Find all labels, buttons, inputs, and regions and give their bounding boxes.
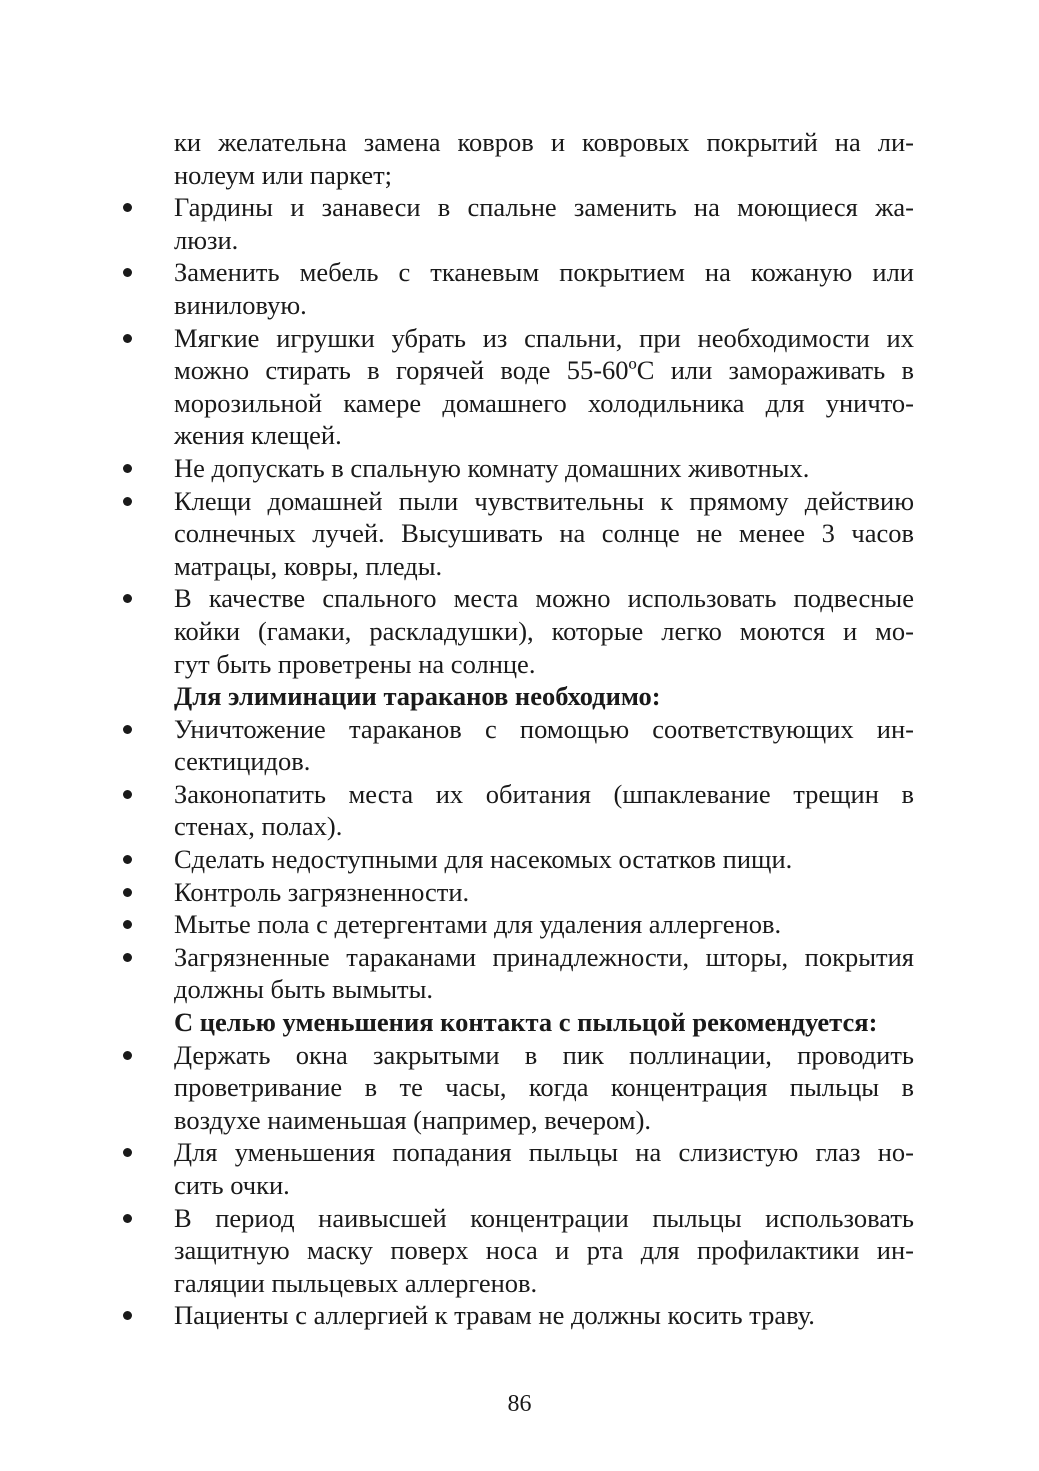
list-item (118, 1299, 914, 1332)
text-line: койки (гамаки, раскладушки), которые легко моются и мо- (174, 615, 914, 646)
list-item (118, 582, 914, 680)
bullet-column (118, 322, 174, 452)
text-line: В качестве спального места можно использовать подвесные (174, 583, 914, 614)
text-line: Для уменьшения попадания пыльцы на слизистую глаз но- (174, 1137, 914, 1168)
item-text (174, 843, 914, 876)
item-text (174, 941, 914, 1006)
text-line: Пациенты с аллергией к травам не должны косить траву. (174, 1300, 815, 1331)
bullet-icon (123, 953, 132, 962)
text-line: гут быть проветрены на солнце. (174, 648, 536, 679)
bullet-icon (123, 855, 132, 864)
list-item (118, 452, 914, 485)
list-item (118, 876, 914, 909)
item-text (174, 778, 914, 843)
list-item (118, 1136, 914, 1201)
bullet-column (118, 256, 174, 321)
list-item (118, 256, 914, 321)
bullet-column (118, 191, 174, 256)
list-item (118, 713, 914, 778)
bullet-column (118, 1299, 174, 1332)
item-text (174, 1006, 914, 1039)
text-line: стенах, полах). (174, 811, 343, 842)
bullet-column (118, 126, 174, 191)
item-text (174, 126, 914, 191)
item-text (174, 908, 914, 941)
text-line: люзи. (174, 224, 239, 255)
bullet-icon (123, 334, 132, 343)
text-line: защитную маску поверх носа и рта для профилактики ин- (174, 1235, 914, 1266)
item-text (174, 1136, 914, 1201)
item-text (174, 582, 914, 680)
text-line: сектицидов. (174, 746, 311, 777)
text-line: В период наивысшей концентрации пыльцы использовать (174, 1202, 914, 1233)
bullet-column (118, 680, 174, 713)
text-line: Уничтожение тараканов с помощью соответствующих ин- (174, 713, 914, 744)
bullet-column (118, 485, 174, 583)
item-text (174, 322, 914, 452)
item-text (174, 680, 914, 713)
item-text (174, 191, 914, 256)
item-text (174, 1039, 914, 1137)
bullet-icon (123, 790, 132, 799)
bullet-icon (123, 464, 132, 473)
bullet-icon (123, 1051, 132, 1060)
text-line: Мытье пола с детергентами для удаления аллергенов. (174, 909, 782, 940)
text-line: Мягкие игрушки убрать из спальни, при необходимости их (174, 322, 914, 353)
text-line: можно стирать в горячей воде 55-60ºС или замораживать в (174, 355, 914, 386)
item-text (174, 1299, 914, 1332)
text-line: воздухе наименьшая (например, вечером). (174, 1104, 652, 1135)
bullet-column (118, 1039, 174, 1137)
bullet-icon (123, 888, 132, 897)
item-text (174, 452, 914, 485)
bullet-column (118, 876, 174, 909)
bullet-column (118, 1006, 174, 1039)
bullet-icon (123, 725, 132, 734)
section-heading (118, 1006, 914, 1039)
bullet-column (118, 713, 174, 778)
list-item (118, 941, 914, 1006)
bullet-column (118, 843, 174, 876)
text-line: Загрязненные тараканами принадлежности, шторы, покрытия (174, 941, 914, 972)
continued-list-item (118, 126, 914, 191)
text-line: матрацы, ковры, пледы. (174, 550, 443, 581)
bullet-column (118, 1202, 174, 1300)
bullet-column (118, 452, 174, 485)
list-item (118, 778, 914, 843)
item-text (174, 256, 914, 321)
text-line: ки желательна замена ковров и ковровых покрытий на ли- (174, 127, 914, 157)
bullet-column (118, 582, 174, 680)
bullet-icon (123, 594, 132, 603)
heading-text: С целью уменьшения контакта с пыльцой рекомендуется: (174, 1007, 878, 1038)
text-line: морозильной камере домашнего холодильника для уничто- (174, 387, 914, 418)
bullet-icon (123, 920, 132, 929)
bullet-icon (123, 203, 132, 212)
bullet-icon (123, 1148, 132, 1157)
page-number: 86 (507, 1391, 532, 1417)
text-line: нолеум или паркет; (174, 159, 393, 190)
item-text (174, 876, 914, 909)
page-body (118, 126, 914, 1332)
text-line: Сделать недоступными для насекомых остатков пищи. (174, 844, 793, 875)
text-line: жения клещей. (174, 420, 342, 451)
list-item (118, 1202, 914, 1300)
item-text (174, 1202, 914, 1300)
list-item (118, 485, 914, 583)
text-line: галяции пыльцевых аллергенов. (174, 1267, 538, 1298)
bullet-icon (123, 497, 132, 506)
bullet-column (118, 941, 174, 1006)
text-line: Законопатить места их обитания (шпаклевание трещин в (174, 778, 914, 809)
text-line: Не допускать в спальную комнату домашних животных. (174, 452, 810, 483)
bullet-icon (123, 1214, 132, 1223)
list-item (118, 322, 914, 452)
bullet-icon (123, 1311, 132, 1320)
bullet-column (118, 908, 174, 941)
text-line: солнечных лучей. Высушивать на солнце не менее 3 часов (174, 518, 914, 549)
text-line: Клещи домашней пыли чувствительны к прямому действию (174, 485, 914, 516)
section-heading (118, 680, 914, 713)
text-line: проветривание в те часы, когда концентрация пыльцы в (174, 1072, 914, 1103)
text-line: сить очки. (174, 1170, 290, 1200)
text-line: должны быть вымыты. (174, 974, 434, 1005)
text-line: Контроль загрязненности. (174, 876, 470, 907)
text-line: виниловую. (174, 289, 307, 320)
bullet-column (118, 778, 174, 843)
bullet-icon (123, 268, 132, 277)
text-line: Держать окна закрытыми в пик поллинации, проводить (174, 1039, 914, 1070)
list-item (118, 908, 914, 941)
item-text (174, 713, 914, 778)
text-line: Заменить мебель с тканевым покрытием на кожаную или (174, 257, 914, 288)
bullet-column (118, 1136, 174, 1201)
text-line: Гардины и занавеси в спальне заменить на моющиеся жа- (174, 192, 914, 223)
heading-text: Для элиминации тараканов необходимо: (174, 681, 661, 712)
list-item (118, 1039, 914, 1137)
list-item (118, 191, 914, 256)
list-item (118, 843, 914, 876)
item-text (174, 485, 914, 583)
